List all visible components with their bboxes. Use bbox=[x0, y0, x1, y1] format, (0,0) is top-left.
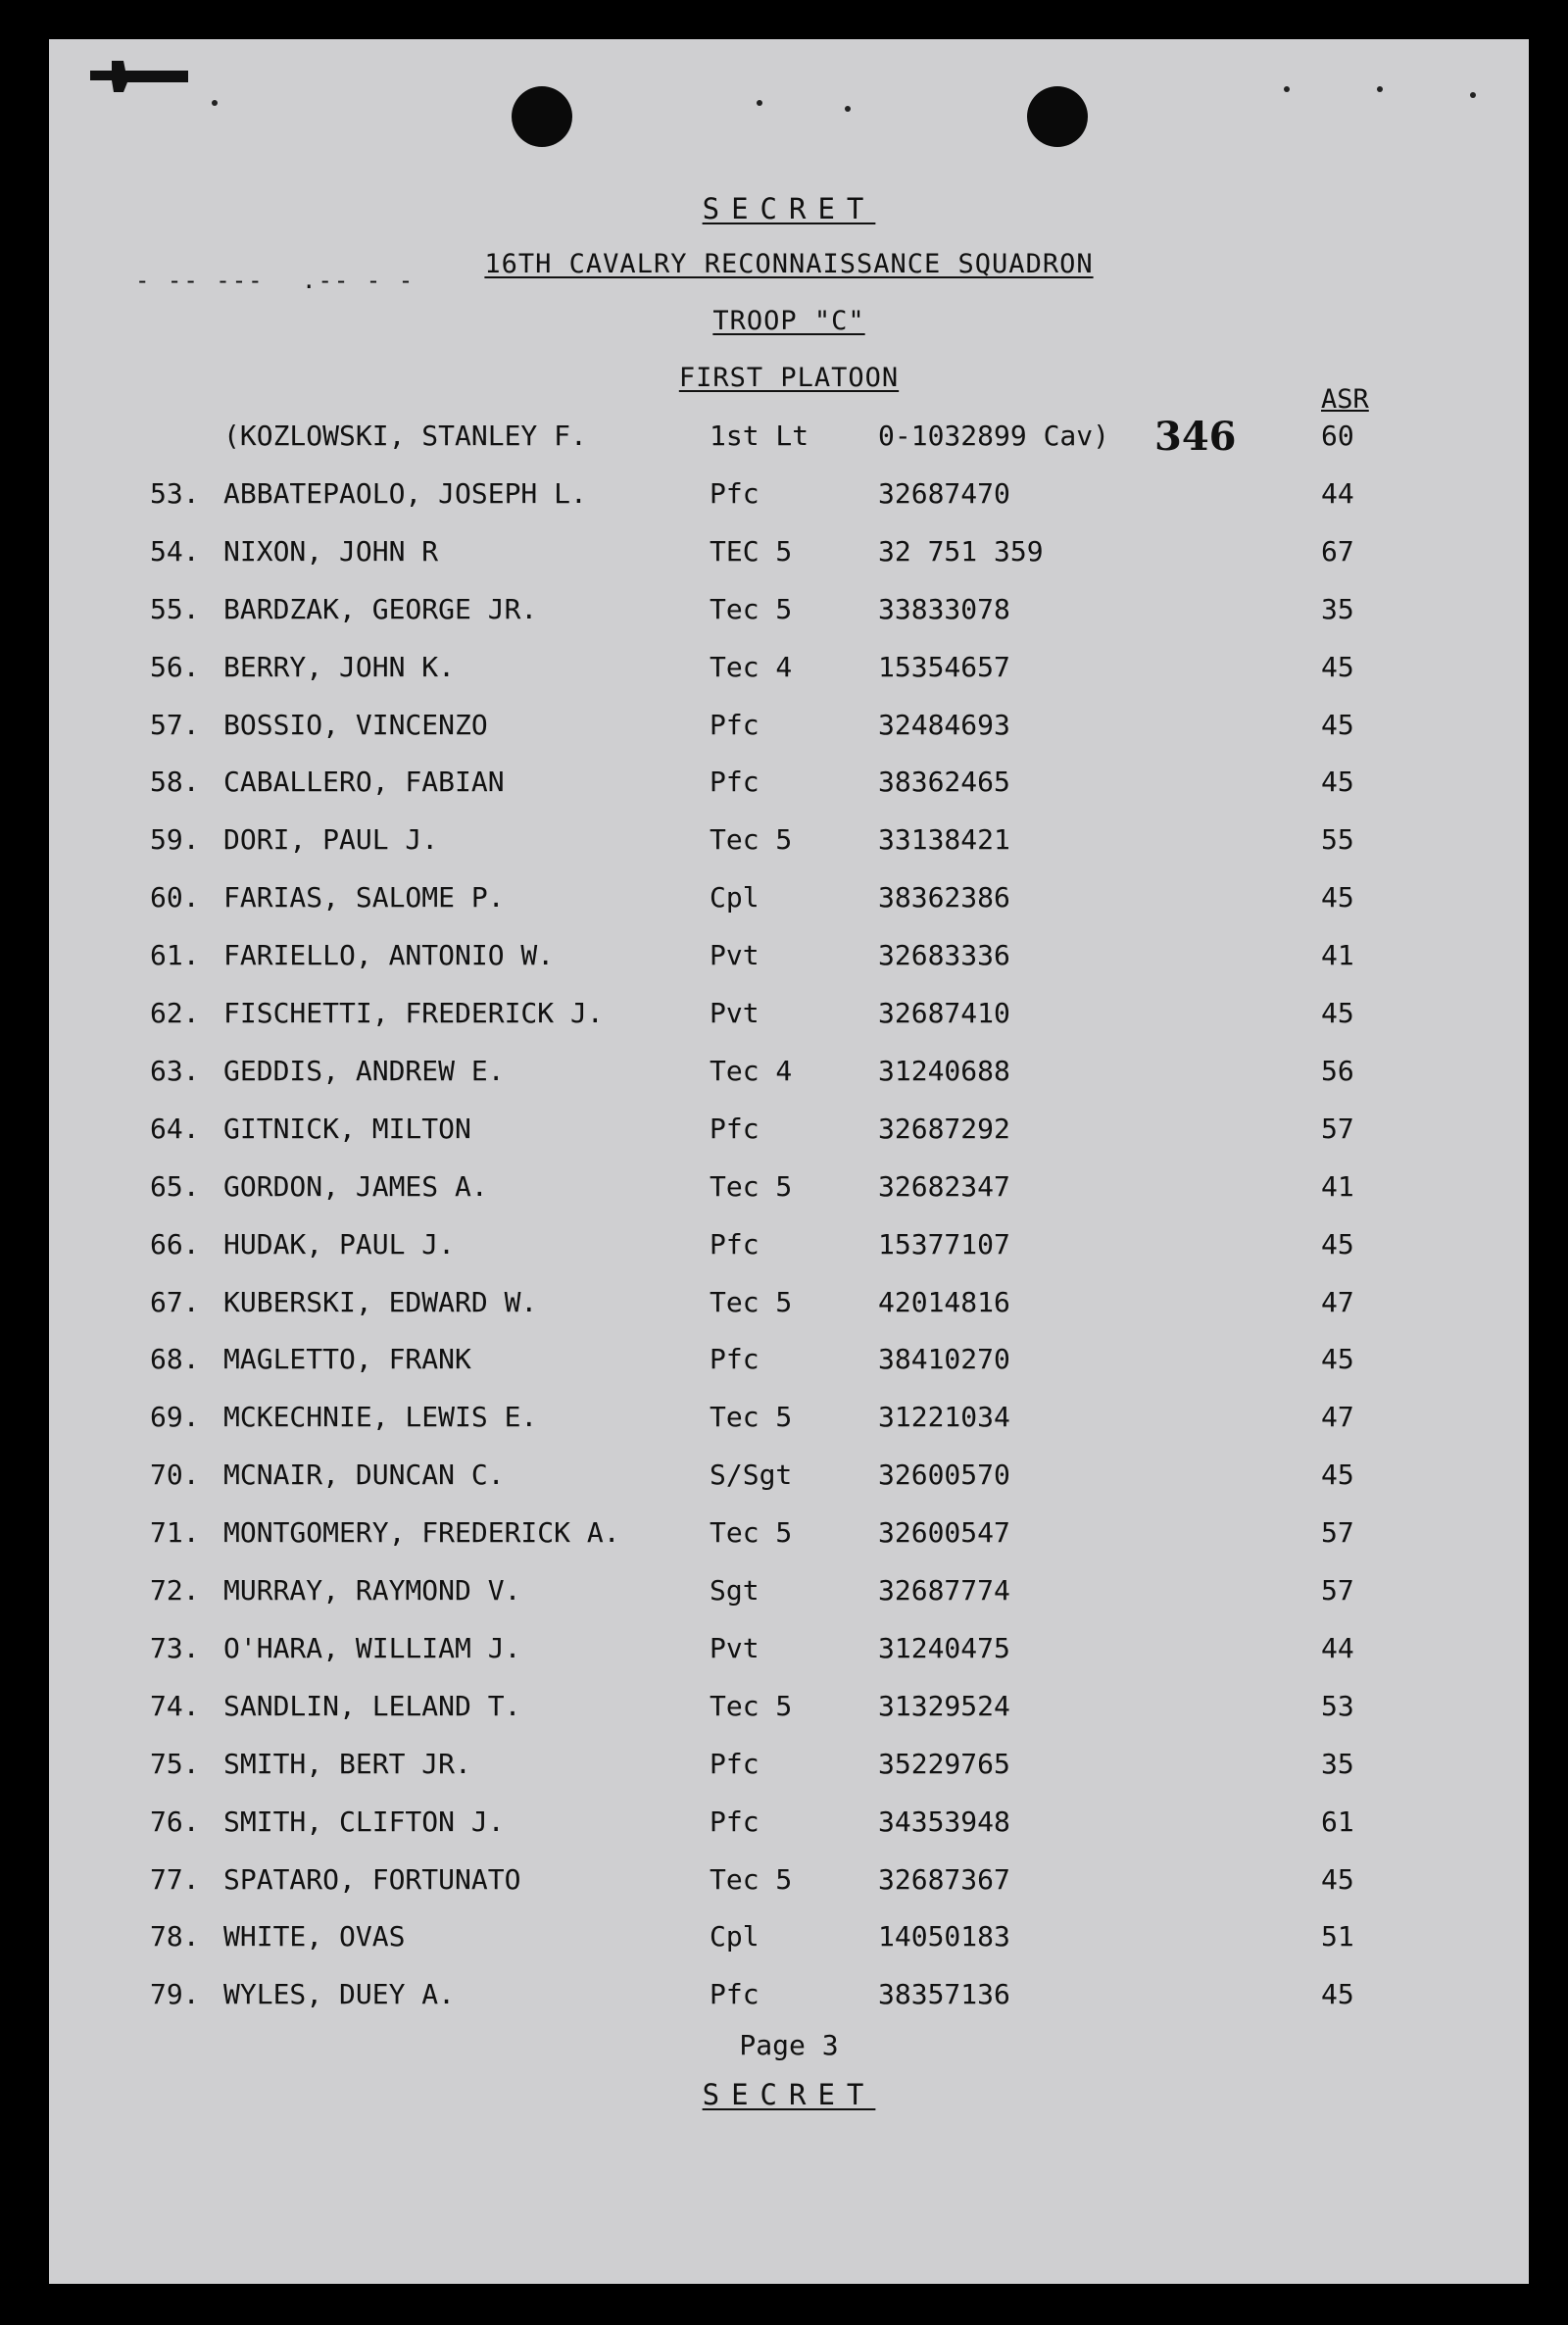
entry-number: 63. bbox=[150, 1054, 200, 1087]
asr-score: 41 bbox=[1321, 939, 1354, 972]
soldier-rank: Pvt bbox=[710, 1631, 760, 1664]
entry-number: 67. bbox=[150, 1285, 200, 1318]
soldier-rank: Tec 5 bbox=[710, 1862, 793, 1896]
roster-row bbox=[49, 1170, 1529, 1213]
soldier-rank: Tec 5 bbox=[710, 823, 793, 857]
serial-number: 32687470 bbox=[878, 476, 1010, 510]
entry-number: 59. bbox=[150, 823, 200, 857]
asr-score: 45 bbox=[1321, 766, 1354, 799]
soldier-name: GEDDIS, ANDREW E. bbox=[223, 1054, 505, 1087]
entry-number: 58. bbox=[150, 766, 200, 799]
entry-number: 56. bbox=[150, 650, 200, 683]
asr-score: 35 bbox=[1321, 592, 1354, 625]
platoon-title: FIRST PLATOON bbox=[678, 363, 900, 393]
asr-score: 53 bbox=[1321, 1689, 1354, 1722]
soldier-rank: S/Sgt bbox=[710, 1459, 793, 1492]
soldier-name: (KOZLOWSKI, STANLEY F. bbox=[223, 420, 587, 452]
entry-number: 60. bbox=[150, 881, 200, 915]
soldier-rank: Pfc bbox=[710, 476, 760, 510]
serial-number: 31240688 bbox=[878, 1054, 1010, 1087]
asr-score: 44 bbox=[1321, 476, 1354, 510]
entry-number: 78. bbox=[150, 1920, 200, 1954]
serial-number: 32687410 bbox=[878, 997, 1010, 1029]
soldier-rank: Pfc bbox=[710, 1978, 760, 2011]
serial-number: 35229765 bbox=[878, 1747, 1010, 1780]
soldier-name: GORDON, JAMES A. bbox=[223, 1169, 488, 1203]
soldier-rank: Pfc bbox=[710, 1343, 760, 1376]
soldier-rank: Pfc bbox=[710, 1747, 760, 1780]
soldier-name: BARDZAK, GEORGE JR. bbox=[223, 592, 538, 625]
soldier-name: FARIELLO, ANTONIO W. bbox=[223, 939, 555, 972]
speck bbox=[1284, 86, 1290, 92]
entry-number: 73. bbox=[150, 1631, 200, 1664]
entry-number: 69. bbox=[150, 1401, 200, 1434]
entry-number: 53. bbox=[150, 476, 200, 510]
roster-row bbox=[49, 1863, 1529, 1906]
asr-score: 45 bbox=[1321, 1343, 1354, 1376]
asr-score: 45 bbox=[1321, 1978, 1354, 2011]
asr-score: 57 bbox=[1321, 1574, 1354, 1607]
asr-score: 56 bbox=[1321, 1054, 1354, 1087]
serial-number: 38362465 bbox=[878, 766, 1010, 799]
soldier-rank: Cpl bbox=[710, 1920, 760, 1954]
roster-row bbox=[49, 1228, 1529, 1271]
entry-number: 57. bbox=[150, 708, 200, 741]
speck bbox=[1470, 92, 1476, 98]
serial-number: 32687367 bbox=[878, 1862, 1010, 1896]
entry-number: 68. bbox=[150, 1343, 200, 1376]
soldier-rank: Tec 4 bbox=[710, 650, 793, 683]
soldier-rank: Sgt bbox=[710, 1574, 760, 1607]
soldier-rank: Tec 5 bbox=[710, 1689, 793, 1722]
roster-row bbox=[49, 1748, 1529, 1791]
soldier-rank: Tec 4 bbox=[710, 1054, 793, 1087]
roster-row bbox=[49, 881, 1529, 924]
roster-row bbox=[49, 1632, 1529, 1675]
entry-number: 77. bbox=[150, 1862, 200, 1896]
entry-number: 66. bbox=[150, 1227, 200, 1261]
soldier-rank: 1st Lt bbox=[710, 420, 809, 452]
classification-footer: SECRET bbox=[702, 2078, 876, 2111]
serial-number: 31240475 bbox=[878, 1631, 1010, 1664]
entry-number: 71. bbox=[150, 1516, 200, 1550]
roster-row bbox=[49, 1690, 1529, 1733]
roster-row bbox=[49, 766, 1529, 809]
soldier-rank: Pfc bbox=[710, 766, 760, 799]
asr-score: 47 bbox=[1321, 1401, 1354, 1434]
serial-number: 33833078 bbox=[878, 592, 1010, 625]
soldier-name: DORI, PAUL J. bbox=[223, 823, 439, 857]
entry-number: 75. bbox=[150, 1747, 200, 1780]
serial-number: 32600547 bbox=[878, 1516, 1010, 1550]
soldier-rank: Tec 5 bbox=[710, 1169, 793, 1203]
roster-row bbox=[49, 939, 1529, 982]
roster-row bbox=[49, 593, 1529, 636]
soldier-name: GITNICK, MILTON bbox=[223, 1112, 471, 1145]
roster-row bbox=[49, 1516, 1529, 1559]
soldier-rank: TEC 5 bbox=[710, 534, 793, 568]
serial-number: 15377107 bbox=[878, 1227, 1010, 1261]
serial-number: 38357136 bbox=[878, 1978, 1010, 2011]
roster-row bbox=[49, 1343, 1529, 1386]
soldier-rank: Cpl bbox=[710, 881, 760, 915]
roster-row bbox=[49, 1920, 1529, 1963]
punch-hole-right bbox=[1027, 86, 1088, 147]
roster-row bbox=[49, 420, 1529, 463]
asr-score: 55 bbox=[1321, 823, 1354, 857]
soldier-name: SMITH, BERT JR. bbox=[223, 1747, 471, 1780]
page-number: Page 3 bbox=[739, 2029, 839, 2061]
serial-number: 0-1032899 Cav) bbox=[878, 420, 1110, 452]
asr-score: 45 bbox=[1321, 1227, 1354, 1261]
soldier-name: O'HARA, WILLIAM J. bbox=[223, 1631, 521, 1664]
soldier-name: FARIAS, SALOME P. bbox=[223, 881, 505, 915]
serial-number: 14050183 bbox=[878, 1920, 1010, 1954]
speck bbox=[212, 100, 218, 106]
asr-score: 35 bbox=[1321, 1747, 1354, 1780]
asr-score: 44 bbox=[1321, 1631, 1354, 1664]
roster-row bbox=[49, 1978, 1529, 2021]
punch-hole-left bbox=[512, 86, 572, 147]
entry-number: 54. bbox=[150, 534, 200, 568]
soldier-name: MURRAY, RAYMOND V. bbox=[223, 1574, 521, 1607]
entry-number: 79. bbox=[150, 1978, 200, 2011]
entry-number: 74. bbox=[150, 1689, 200, 1722]
roster-row bbox=[49, 1401, 1529, 1444]
serial-number: 32 751 359 bbox=[878, 534, 1044, 568]
soldier-rank: Pfc bbox=[710, 708, 760, 741]
soldier-rank: Tec 5 bbox=[710, 1516, 793, 1550]
soldier-rank: Tec 5 bbox=[710, 592, 793, 625]
soldier-name: FISCHETTI, FREDERICK J. bbox=[223, 997, 604, 1029]
soldier-name: ABBATEPAOLO, JOSEPH L. bbox=[223, 476, 587, 510]
serial-number: 32600570 bbox=[878, 1459, 1010, 1492]
serial-number: 32687292 bbox=[878, 1112, 1010, 1145]
typed-dashes: .-- - - bbox=[302, 267, 416, 294]
asr-column-header: ASR bbox=[1321, 384, 1369, 415]
serial-number: 31329524 bbox=[878, 1689, 1010, 1722]
asr-score: 60 bbox=[1321, 420, 1354, 452]
asr-score: 45 bbox=[1321, 1862, 1354, 1896]
soldier-name: MAGLETTO, FRANK bbox=[223, 1343, 471, 1376]
soldier-name: WHITE, OVAS bbox=[223, 1920, 406, 1954]
entry-number: 70. bbox=[150, 1459, 200, 1492]
stamped-number: 346 bbox=[1154, 414, 1237, 460]
soldier-name: CABALLERO, FABIAN bbox=[223, 766, 505, 799]
asr-score: 47 bbox=[1321, 1285, 1354, 1318]
asr-score: 45 bbox=[1321, 708, 1354, 741]
entry-number: 62. bbox=[150, 997, 200, 1029]
soldier-rank: Pfc bbox=[710, 1805, 760, 1838]
entry-number: 65. bbox=[150, 1169, 200, 1203]
roster-row bbox=[49, 477, 1529, 520]
soldier-rank: Pfc bbox=[710, 1112, 760, 1145]
roster-row bbox=[49, 1055, 1529, 1098]
roster-row bbox=[49, 1574, 1529, 1617]
asr-score: 57 bbox=[1321, 1516, 1354, 1550]
serial-number: 15354657 bbox=[878, 650, 1010, 683]
soldier-name: BERRY, JOHN K. bbox=[223, 650, 456, 683]
typed-dashes: - -- --- bbox=[135, 267, 265, 294]
asr-score: 51 bbox=[1321, 1920, 1354, 1954]
roster-row bbox=[49, 997, 1529, 1040]
roster-row bbox=[49, 651, 1529, 694]
soldier-name: MONTGOMERY, FREDERICK A. bbox=[223, 1516, 620, 1550]
soldier-rank: Pvt bbox=[710, 939, 760, 972]
speck bbox=[1377, 86, 1383, 92]
soldier-rank: Pvt bbox=[710, 997, 760, 1029]
soldier-name: KUBERSKI, EDWARD W. bbox=[223, 1285, 538, 1318]
roster-row bbox=[49, 823, 1529, 866]
entry-number: 64. bbox=[150, 1112, 200, 1145]
staple-mark bbox=[84, 57, 190, 94]
classification-header: SECRET bbox=[702, 192, 876, 225]
roster-row bbox=[49, 1113, 1529, 1156]
soldier-name: SMITH, CLIFTON J. bbox=[223, 1805, 505, 1838]
asr-score: 41 bbox=[1321, 1169, 1354, 1203]
soldier-name: MCKECHNIE, LEWIS E. bbox=[223, 1401, 538, 1434]
serial-number: 38362386 bbox=[878, 881, 1010, 915]
serial-number: 32484693 bbox=[878, 708, 1010, 741]
speck bbox=[845, 106, 851, 112]
soldier-rank: Pfc bbox=[710, 1227, 760, 1261]
serial-number: 31221034 bbox=[878, 1401, 1010, 1434]
troop-title: TROOP "C" bbox=[712, 306, 865, 336]
serial-number: 32683336 bbox=[878, 939, 1010, 972]
soldier-name: SPATARO, FORTUNATO bbox=[223, 1862, 521, 1896]
serial-number: 42014816 bbox=[878, 1285, 1010, 1318]
soldier-name: BOSSIO, VINCENZO bbox=[223, 708, 488, 741]
roster-row bbox=[49, 535, 1529, 578]
soldier-rank: Tec 5 bbox=[710, 1285, 793, 1318]
entry-number: 61. bbox=[150, 939, 200, 972]
roster-row bbox=[49, 709, 1529, 752]
roster-row bbox=[49, 1459, 1529, 1502]
entry-number: 55. bbox=[150, 592, 200, 625]
soldier-name: HUDAK, PAUL J. bbox=[223, 1227, 456, 1261]
entry-number: 76. bbox=[150, 1805, 200, 1838]
soldier-name: NIXON, JOHN R bbox=[223, 534, 439, 568]
unit-title: 16TH CAVALRY RECONNAISSANCE SQUADRON bbox=[484, 249, 1094, 279]
serial-number: 32682347 bbox=[878, 1169, 1010, 1203]
soldier-rank: Tec 5 bbox=[710, 1401, 793, 1434]
asr-score: 45 bbox=[1321, 650, 1354, 683]
asr-score: 61 bbox=[1321, 1805, 1354, 1838]
serial-number: 32687774 bbox=[878, 1574, 1010, 1607]
serial-number: 38410270 bbox=[878, 1343, 1010, 1376]
roster-row bbox=[49, 1286, 1529, 1329]
serial-number: 34353948 bbox=[878, 1805, 1010, 1838]
entry-number: 72. bbox=[150, 1574, 200, 1607]
asr-score: 45 bbox=[1321, 997, 1354, 1029]
document-page bbox=[49, 39, 1529, 2284]
soldier-name: MCNAIR, DUNCAN C. bbox=[223, 1459, 505, 1492]
asr-score: 57 bbox=[1321, 1112, 1354, 1145]
asr-score: 67 bbox=[1321, 534, 1354, 568]
serial-number: 33138421 bbox=[878, 823, 1010, 857]
roster-row bbox=[49, 1806, 1529, 1849]
speck bbox=[757, 100, 762, 106]
soldier-name: WYLES, DUEY A. bbox=[223, 1978, 456, 2011]
asr-score: 45 bbox=[1321, 881, 1354, 915]
asr-score: 45 bbox=[1321, 1459, 1354, 1492]
soldier-name: SANDLIN, LELAND T. bbox=[223, 1689, 521, 1722]
